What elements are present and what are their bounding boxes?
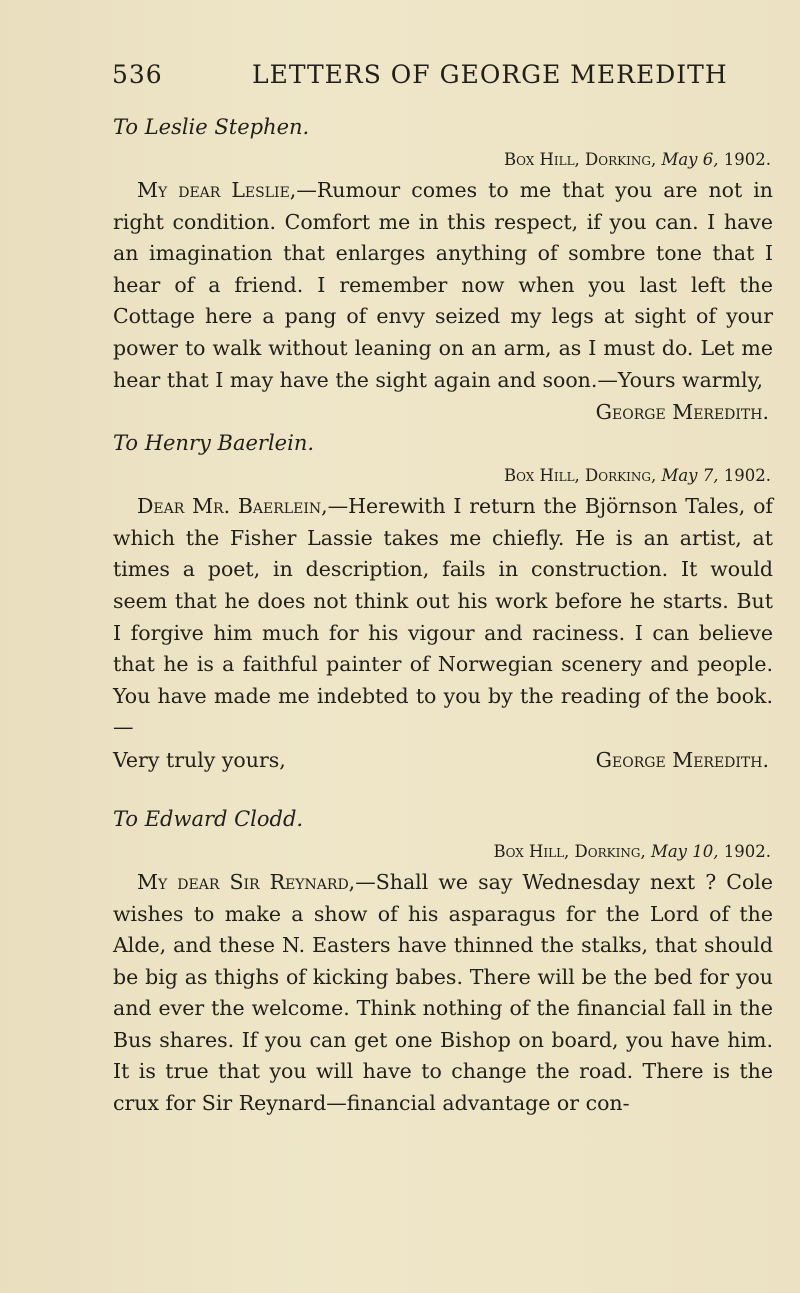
closing: Very truly yours, (113, 747, 286, 772)
running-header (112, 60, 772, 89)
letter-1 (113, 112, 773, 428)
signature: George Meredith. (595, 400, 769, 425)
letter-body (113, 175, 773, 396)
letter-2 (113, 428, 773, 776)
letter-address (113, 461, 773, 491)
letter-recipient: To Henry Baerlein. (113, 431, 315, 456)
spacer (113, 776, 773, 804)
address-date: May 10, (650, 841, 719, 861)
page-content (113, 112, 773, 1120)
salutation: My dear Sir Reynard, (137, 869, 356, 894)
letter-recipient: To Leslie Stephen. (113, 115, 310, 139)
page-number: 536 (112, 60, 163, 89)
address-place: Box Hill, Dorking, (493, 841, 646, 861)
salutation: Dear Mr. Baerlein, (137, 494, 328, 519)
address-year: 1902. (723, 150, 771, 169)
letter-body (113, 491, 773, 744)
address-year: 1902. (723, 466, 771, 486)
letter-text: —Herewith I return the Björnson Tales, of which the Fisher Lassie takes me chiefly. He is an artist, at times a poet, in description, fails in construction. It would seem that he does not think out his work before he starts. But I forgive him much for his vigour and raciness. I can believe that he is a faithful painter of Norwegian scenery and people. You have made me indebted to you by the reading of the book.— (113, 494, 773, 740)
letter-recipient: To Edward Clodd. (113, 806, 304, 831)
letter-body (113, 867, 773, 1120)
letter-text: —Rumour comes to me that you are not in right condition. Comfort me in this respect, if you can. I have an imagination that enlarges anything of sombre tone that I hear of a friend. I remember now when you last left the Cottage here a pang of envy seized my legs at sight of your power to walk without leaning on an arm, as I must do. Let me hear that I may have the sight again and soon.—Yours warmly, (113, 178, 773, 392)
signature: George Meredith. (595, 747, 769, 772)
letter-3 (113, 804, 773, 1120)
letter-address (113, 145, 773, 175)
closing-line (113, 744, 773, 776)
address-year: 1902. (723, 841, 771, 861)
address-place: Box Hill, Dorking, (503, 466, 657, 486)
letter-address (113, 837, 773, 867)
running-title: LETTERS OF GEORGE MEREDITH (252, 60, 728, 89)
address-date: May 6, (661, 150, 719, 169)
address-date: May 7, (661, 466, 719, 486)
salutation: My dear Leslie, (137, 178, 297, 202)
letter-text: —Shall we say Wednesday next ? Cole wishes to make a show of his asparagus for the Lord of the Alde, and these N. Easters have thinned the stalks, that should be big as thighs of kicking babes. There will be the bed for you and ever the welcome. Think nothing of the financial fall in the Bus shares. If you can get one Bishop on board, you have him. It is true that you will have to change the road. There is the crux for Sir Reynard—financial advantage or con- (113, 869, 773, 1116)
address-place: Box Hill, Dorking, (503, 150, 657, 169)
